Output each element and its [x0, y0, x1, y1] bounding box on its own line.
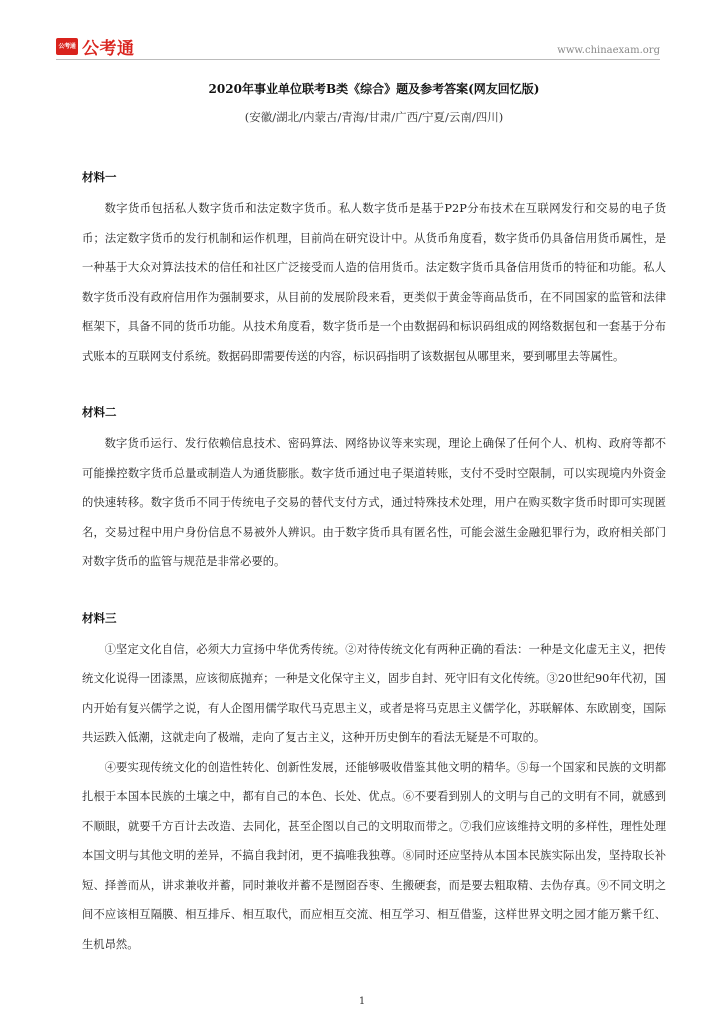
logo-text: 公考通 [82, 39, 135, 59]
document-subtitle: (安徽/湖北/内蒙古/青海/甘肃/广西/宁夏/云南/四川) [244, 110, 504, 124]
header-divider [56, 59, 660, 60]
logo-mark-icon: 公考通 [56, 38, 78, 55]
section-heading: 材料一 [82, 170, 117, 184]
section-material-3 [82, 607, 666, 960]
page-header [0, 0, 724, 60]
document-title: 2020年事业单位联考B类《综合》题及参考答案(网友回忆版) [208, 82, 540, 96]
site-url[interactable]: www.chinaexam.org [557, 45, 660, 56]
page-number: 1 [358, 996, 366, 1007]
section-heading: 材料三 [82, 610, 117, 625]
paragraph: ①坚定文化自信，必须大力宣扬中华优秀传统。②对待传统文化有两种正确的看法：一种是文化虚无主义，把传统文化说得一团漆黑，应该彻底抛弃；一种是文化保守主义，固步自封、死守旧有文化传统。③20世纪90年代初，国内开始有复兴儒学之说，有人企图用儒学取代马克思主义，或者是将马克思主义儒学化，苏联解体、东欧剧变，国际共运跌入低潮，这就走向了极端，走向了复古主义，这种开历史倒车的看法无疑是不可取的。 [82, 642, 666, 744]
paragraph: 数字货币包括私人数字货币和法定数字货币。私人数字货币是基于P2P分布技术在互联网发行和交易的电子货币；法定数字货币的发行机制和运作机理，目前尚在研究设计中。从货币角度看，数字货币仍具备信用货币属性，是一种基于大众对算法技术的信任和社区广泛接受而人造的信用货币。法定数字货币具备信用货币的特征和功能。私人数字货币没有政府信用作为强制要求，从目前的发展阶段来看，更类似于黄金等商品货币，在不同国家的监管和法律框架下，具备不同的货币功能。从技术角度看，数字货币是一个由数据码和标识码组成的网络数据包和一套基于分布式账本的互联网支付系统。数据码即需要传送的内容，标识码指明了该数据包从哪里来，要到哪里去等属性。 [82, 202, 666, 363]
logo[interactable] [56, 34, 135, 59]
section-material-2 [82, 401, 666, 577]
paragraph: ④要实现传统文化的创造性转化、创新性发展，还能够吸收借鉴其他文明的精华。⑤每一个国家和民族的文明都扎根于本国本民族的土壤之中，都有自己的本色、长处、优点。⑥不要看到别人的文明与自己的文明有不同，就感到不顺眼，就要千方百计去改造、去同化，甚至企图以自己的文明取而带之。⑦我们应该维持文明的多样性，理性处理本国文明与其他文明的差异，不搞自我封闭，更不搞唯我独尊。⑧同时还应坚持从本国本民族实际出发，坚持取长补短、择善而从，讲求兼收并蓄，同时兼收并蓄不是囫囵吞枣、生搬硬套，而是要去粗取精、去伪存真。⑨不同文明之间不应该相互隔膜、相互排斥、相互取代，而应相互交流、相互学习、相互借鉴，这样世界文明之园才能万紫千红、生机昂然。 [82, 760, 666, 951]
section-heading: 材料二 [82, 405, 117, 419]
document-body [82, 78, 666, 959]
paragraph: 数字货币运行、发行依赖信息技术、密码算法、网络协议等来实现，理论上确保了任何个人、机构、政府等都不可能操控数字货币总量或制造人为通货膨胀。数字货币通过电子渠道转账，支付不受时空限制，可以实现境内外资金的快速转移。数字货币不同于传统电子交易的替代支付方式，通过特殊技术处理，用户在购买数字货币时即可实现匿名，交易过程中用户身份信息不易被外人辨识。由于数字货币具有匿名性，可能会滋生金融犯罪行为，政府相关部门对数字货币的监管与规范是非常必要的。 [82, 437, 666, 568]
section-material-1 [82, 166, 666, 371]
